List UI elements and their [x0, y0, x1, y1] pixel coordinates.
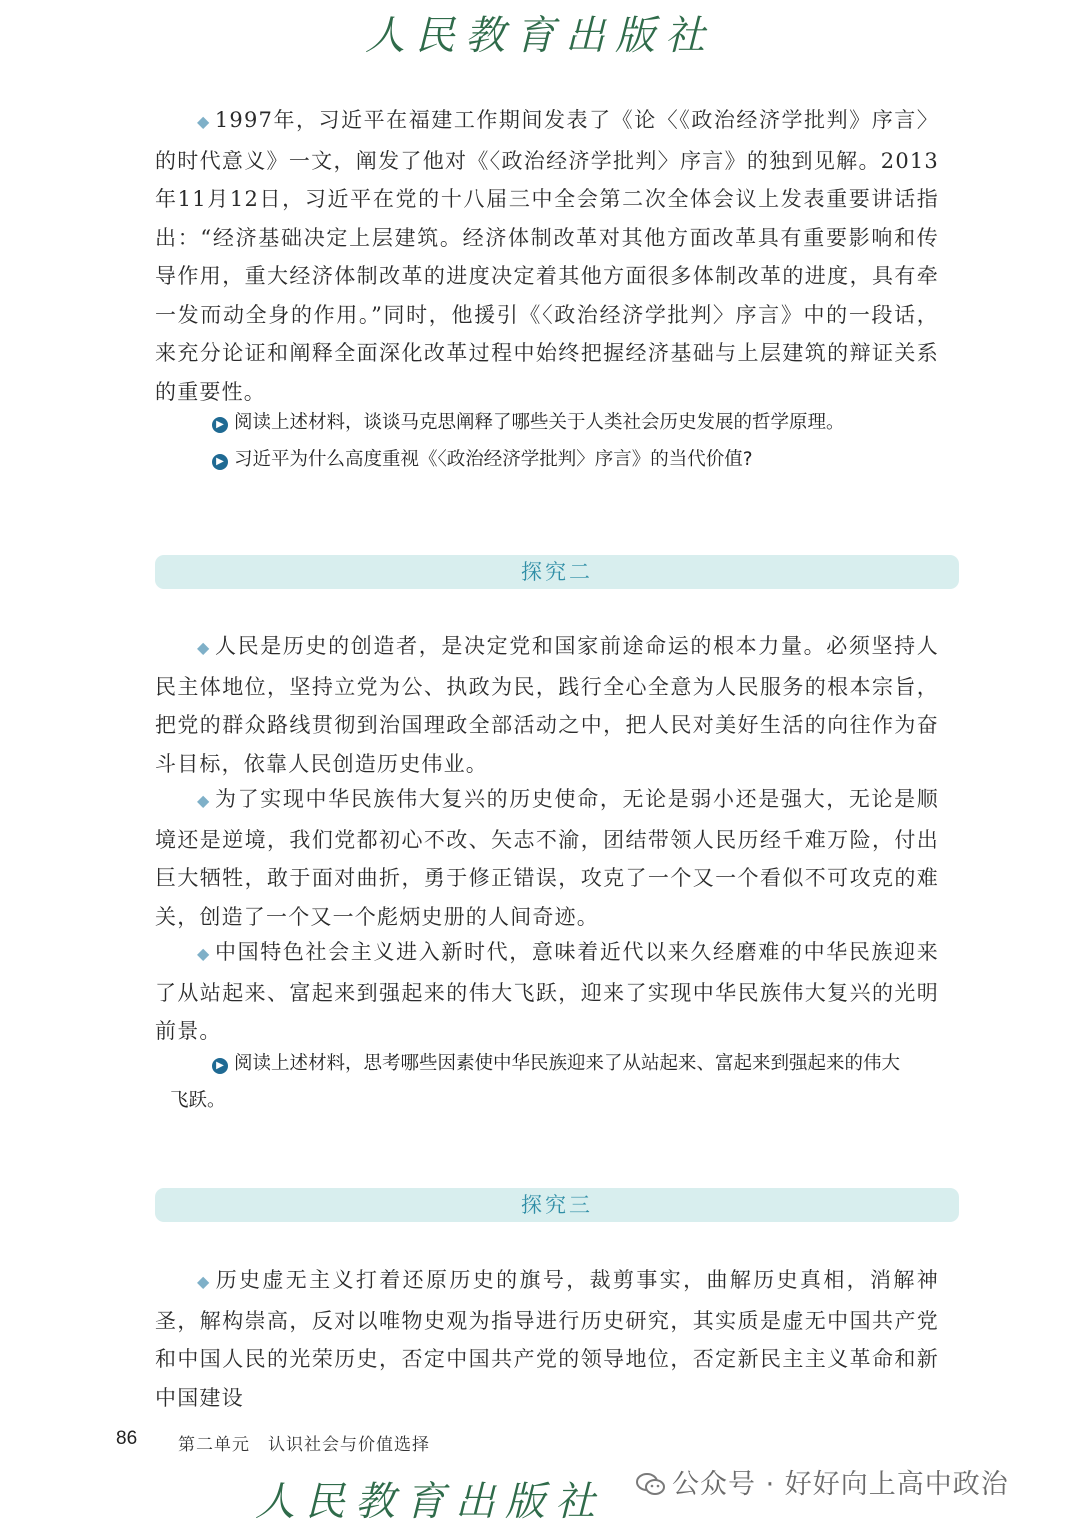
diamond-bullet-icon: ◆: [197, 791, 211, 810]
arrow-circle-icon: ▶: [212, 1058, 228, 1074]
diamond-bullet-icon: ◆: [197, 944, 211, 963]
unit-title: 第二单元 认识社会与价值选择: [178, 1435, 430, 1455]
section-title-bar: 探究二: [155, 555, 959, 589]
wechat-icon: [636, 1472, 666, 1496]
diamond-bullet-icon: ◆: [197, 112, 211, 131]
page-number: 86: [116, 1428, 138, 1449]
diamond-bullet-icon: ◆: [197, 1272, 212, 1291]
arrow-circle-icon: ▶: [212, 417, 228, 433]
material-paragraph: ◆ 为了实现中华民族伟大复兴的历史使命，无论是弱小还是强大，无论是顺境还是逆境，我们党都初心不改、矢志不渝，团结带领人民历经千难万险，付出巨大牺牲，敢于面对曲折，勇于修正错误，攻克了一个又一个看似不可攻克的难关，创造了一个又一个彪炳史册的人间奇迹。: [155, 787, 939, 929]
material-paragraph: ◆ 中国特色社会主义进入新时代，意味着近代以来久经磨难的中华民族迎来了从站起来、富起来到强起来的伟大飞跃，迎来了实现中华民族伟大复兴的光明前景。: [155, 940, 939, 1043]
material-paragraph: ◆ 历史虚无主义打着还原历史的旗号，裁剪事实，曲解历史真相，消解神圣，解构崇高，反对以唯物史观为指导进行历史研究，其实质是虚无中国共产党和中国人民的光荣历史，否定中国共产党的领导地位，否定新民主主义革命和新中国建设: [155, 1268, 939, 1410]
material-paragraph: ◆ 人民是历史的创造者，是决定党和国家前途命运的根本力量。必须坚持人民主体地位，坚持立党为公、执政为民，践行全心全意为人民服务的根本宗旨，把党的群众路线贯彻到治国理政全部活动之中，把人民对美好生活的向往作为奋斗目标，依靠人民创造历史伟业。: [155, 634, 939, 776]
question-item: ▶ 阅读上述材料，谈谈马克思阐释了哪些关于人类社会历史发展的哲学原理。: [212, 404, 932, 441]
question-item: ▶ 阅读上述材料，思考哪些因素使中华民族迎来了从站起来、富起来到强起来的伟大: [212, 1045, 932, 1082]
publisher-logo-bottom: 人民教育出版社: [255, 1479, 605, 1525]
watermark: 公众号 · 好好向上高中政治: [636, 1462, 1009, 1501]
question-continuation: 飞跃。: [170, 1090, 226, 1111]
section-title-bar: 探究三: [155, 1188, 959, 1222]
material-paragraph: ◆ 1997年，习近平在福建工作期间发表了《论〈《政治经济学批判》序言〉的时代意义》一文，阐发了他对《〈政治经济学批判〉序言》的独到见解。2013年11月12日，习近平在党的十八届三中全会第二次全体会议上发表重要讲话指出：“经济基础决定上层建筑。经济体制改革对其他方面改革具有重要影响和传导作用，重大经济体制改革的进度决定着其他方面很多体制改革的进度，具有牵一发而动全身的作用。”同时，他援引《〈政治经济学批判〉序言》中的一段话，来充分论证和阐释全面深化改革过程中始终把握经济基础与上层建筑的辩证关系的重要性。: [155, 108, 939, 404]
diamond-bullet-icon: ◆: [197, 638, 211, 657]
arrow-circle-icon: ▶: [212, 454, 228, 470]
publisher-logo: 人民教育出版社: [365, 13, 715, 59]
question-item: ▶ 习近平为什么高度重视《〈政治经济学批判〉序言》的当代价值?: [212, 441, 932, 478]
